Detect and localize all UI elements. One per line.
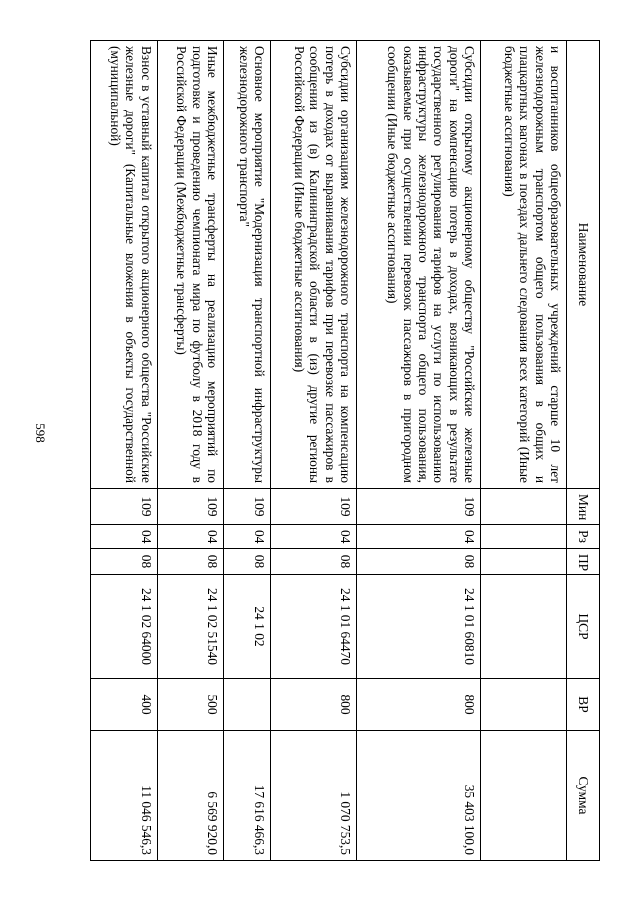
header-rz: Рз [567,525,600,549]
row-name: и воспитанников общеобразовательных учреждений старше 10 лет железнодорожным транспортом общего пользования в общих и плацкартных вагонах в поездах дальнего следования всех категорий (Иные бюджетные ассигнования) [481,41,567,489]
row-name: Иные межбюджетные трансферты на реализацию мероприятий по подготовке и проведению чемпионата мира по футболу в 2018 году в Российской Федерации (Межбюджетные трансферты) [157,41,223,489]
row-pr: 08 [91,549,158,575]
row-rz: 04 [357,525,481,549]
row-min [481,489,567,525]
row-name: Субсидии открытому акционерному обществу "Российские железные дороги" на компенсацию потерь в доходах, возникающих в результате государственного регулирования тарифов на услуги по использованию инфраструктуры железнодорожного транспорта общего пользования, оказываемые при осуществлении перевозок пассажиров в пригородном сообщении (Иные бюджетные ассигнования) [357,41,481,489]
row-min: 109 [91,489,158,525]
row-sum [481,731,567,861]
row-vr: 400 [91,679,158,731]
row-pr: 08 [271,549,357,575]
row-pr: 08 [357,549,481,575]
row-min: 109 [224,489,271,525]
row-csr: 24 1 01 64470 [271,575,357,679]
row-pr: 08 [157,549,223,575]
table-row [157,41,223,861]
table-row [224,41,271,861]
table-row [357,41,481,861]
row-min: 109 [357,489,481,525]
row-name: Основное мероприятие "Модернизация транспортной инфраструктуры железнодорожного транспорта" [224,41,271,489]
row-sum: 1 070 753,5 [271,731,357,861]
row-csr: 24 1 01 60810 [357,575,481,679]
row-name: Взнос в уставный капитал открытого акционерного общества "Российские железные дороги" (Капитальные вложения в объекты государственной (муниципальной) [91,41,158,489]
row-vr: 800 [357,679,481,731]
row-min: 109 [157,489,223,525]
row-csr [481,575,567,679]
row-csr: 24 1 02 51540 [157,575,223,679]
header-name: Наименование [567,41,600,489]
row-rz: 04 [224,525,271,549]
row-rz: 04 [157,525,223,549]
row-csr: 24 1 02 64000 [91,575,158,679]
header-vr: ВР [567,679,600,731]
row-sum: 11 046 546,3 [91,731,158,861]
row-min: 109 [271,489,357,525]
row-rz [481,525,567,549]
row-csr: 24 1 02 [224,575,271,679]
row-sum: 6 569 920,0 [157,731,223,861]
row-name: Субсидии организациям железнодорожного транспорта на компенсацию потерь в доходах от выравнивания тарифов при перевозке пассажиров в сообщении из (в) Калининградской области в (из) другие регионы Российской Федерации (Иные бюджетные ассигнования) [271,41,357,489]
header-pr: ПР [567,549,600,575]
table-row [271,41,357,861]
budget-table [90,40,600,861]
header-min: Мин [567,489,600,525]
rotated-page-content [90,40,600,860]
row-rz: 04 [271,525,357,549]
row-rz: 04 [91,525,158,549]
row-vr [224,679,271,731]
header-sum: Сумма [567,731,600,861]
table-row [91,41,158,861]
table-header-row [567,41,600,861]
row-sum: 17 616 466,3 [224,731,271,861]
row-vr: 500 [157,679,223,731]
row-vr [481,679,567,731]
row-vr: 800 [271,679,357,731]
header-csr: ЦСР [567,575,600,679]
row-pr [481,549,567,575]
row-sum: 35 403 100,0 [357,731,481,861]
table-row [481,41,567,861]
page-number: 598 [33,423,48,443]
row-pr: 08 [224,549,271,575]
